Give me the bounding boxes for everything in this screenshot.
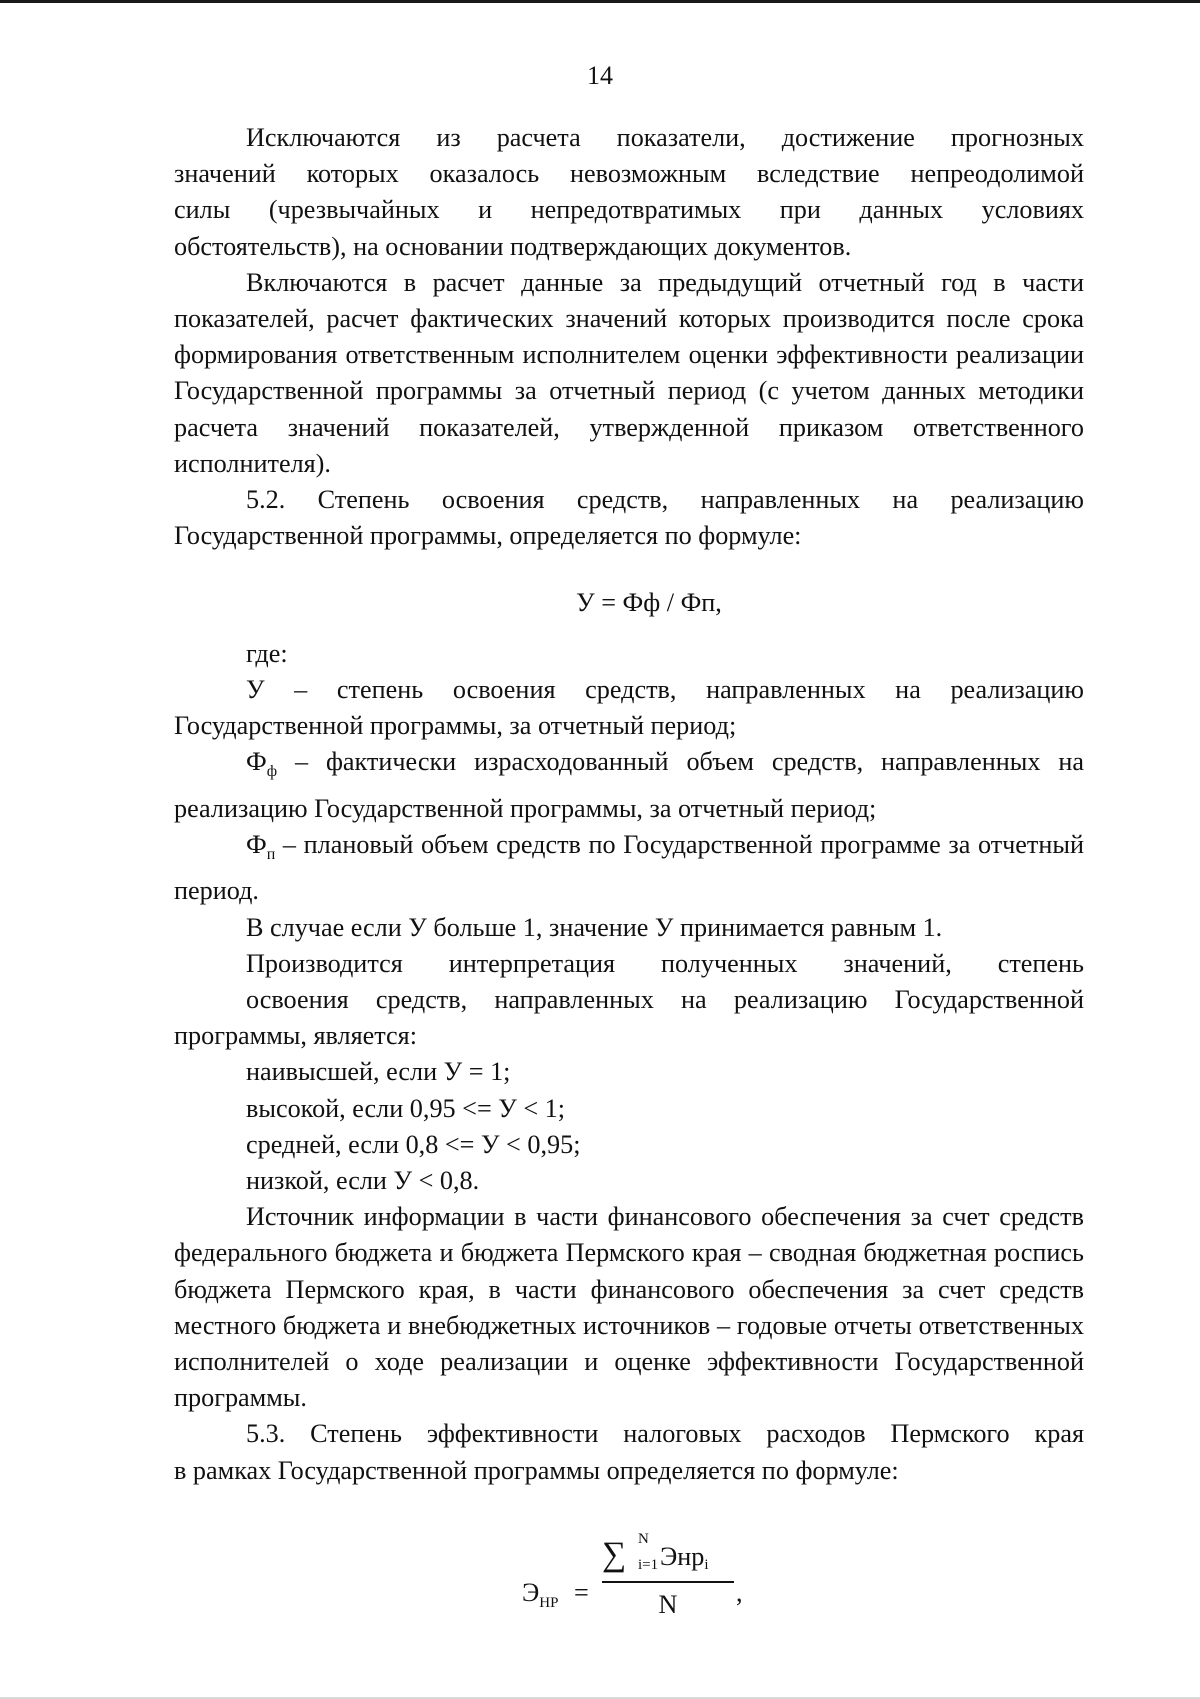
ff-text: – фактически израсходованный объем средств, направленных на реализацию Государственной программы, за отчетный период;	[174, 747, 1084, 823]
definition-ff	[174, 744, 1084, 827]
document-body	[174, 120, 1084, 1645]
definition-u-line-1: У – степень освоения средств, направленных на реализацию	[246, 674, 1084, 704]
paragraph-inclusion: Включаются в расчет данные за предыдущий отчетный год в части показателей, расчет фактических значений которых производится после срока формирования ответственным исполнителем оценки эффективности реализации Государственной программы за отчетный период (с учетом данных методики расчета значений показателей, утвержденной приказом ответственного исполнителя).	[174, 267, 1084, 478]
paragraph-exclusion-line-1: Исключаются из расчета показатели, достижение прогнозных	[246, 123, 1084, 152]
fp-subscript: п	[266, 846, 276, 864]
paragraph-exclusion-line-3: силы (чрезвычайных и непредотвратимых при данных условиях	[174, 195, 1084, 225]
formula-numerator	[602, 1530, 734, 1579]
sum-term-index: i	[704, 1556, 709, 1573]
level-medium: средней, если 0,8 <= У < 0,95;	[246, 1129, 581, 1159]
sum-lower-limit: i=1	[638, 1556, 659, 1573]
formula-utilization: У = Фф / Фп,	[576, 588, 722, 618]
paragraph-exclusion-line-4: обстоятельств), на основании подтверждающих документов.	[174, 231, 852, 261]
interpretation-line-1: Производится интерпретация полученных значений, степень	[246, 948, 1084, 978]
where-label: где:	[246, 638, 288, 668]
formula-trailing-comma: ,	[736, 1577, 743, 1607]
section-5-2-line-2: Государственной программы, определяется по формуле:	[174, 521, 802, 551]
sum-sign: ∑	[602, 1535, 627, 1573]
page-border-top	[0, 0, 1200, 3]
level-high: высокой, если 0,95 <= У < 1;	[246, 1093, 566, 1123]
sum-term	[660, 1539, 709, 1583]
interpretation-line-3: программы, является:	[174, 1021, 418, 1051]
fp-text: – плановый объем средств по Государственной программе за отчетный период.	[174, 829, 1084, 906]
sum-term-symbol: Энр	[660, 1541, 705, 1571]
section-5-3-line-2: в рамках Государственной программы определяется по формуле:	[174, 1455, 899, 1485]
formula-fraction	[602, 1530, 734, 1623]
definition-fp	[174, 827, 1084, 910]
case-rule: В случае если У больше 1, значение У принимается равным 1.	[246, 912, 943, 942]
formula-tax-efficiency	[174, 1530, 1084, 1645]
formula-lhs	[522, 1575, 558, 1621]
sum-upper-limit: N	[638, 1530, 649, 1547]
fp-symbol: Ф	[246, 829, 267, 859]
level-low: низкой, если У < 0,8.	[246, 1165, 480, 1195]
level-highest: наивысшей, если У = 1;	[246, 1057, 511, 1087]
ff-subscript: ф	[266, 763, 278, 781]
formula-lhs-symbol: Э	[522, 1577, 540, 1607]
formula-lhs-subscript: НР	[539, 1594, 559, 1611]
section-5-3-line-1: 5.3. Степень эффективности налоговых расходов Пермского края	[246, 1419, 1084, 1449]
formula-denominator: N	[658, 1589, 678, 1619]
page-number: 14	[587, 61, 613, 90]
interpretation-line-2: освоения средств, направленных на реализацию Государственной	[246, 984, 1084, 1014]
ff-symbol: Ф	[246, 747, 267, 777]
paragraph-exclusion-line-2: значений которых оказалось невозможным вследствие непреодолимой	[174, 159, 1084, 189]
definition-u-line-2: Государственной программы, за отчетный период;	[174, 711, 737, 741]
section-5-2-line-1: 5.2. Степень освоения средств, направленных на реализацию	[246, 485, 1084, 515]
paragraph-information-source: Источник информации в части финансового обеспечения за счет средств федерального бюджета и бюджета Пермского края – сводная бюджетная роспись бюджета Пермского края, в части финансового обеспечения за счет средств местного бюджета и внебюджетных источников – годовые отчеты ответственных исполнителей о ходе реализации и оценке эффективности Государственной программы.	[174, 1202, 1084, 1413]
formula-equals: =	[574, 1577, 589, 1607]
